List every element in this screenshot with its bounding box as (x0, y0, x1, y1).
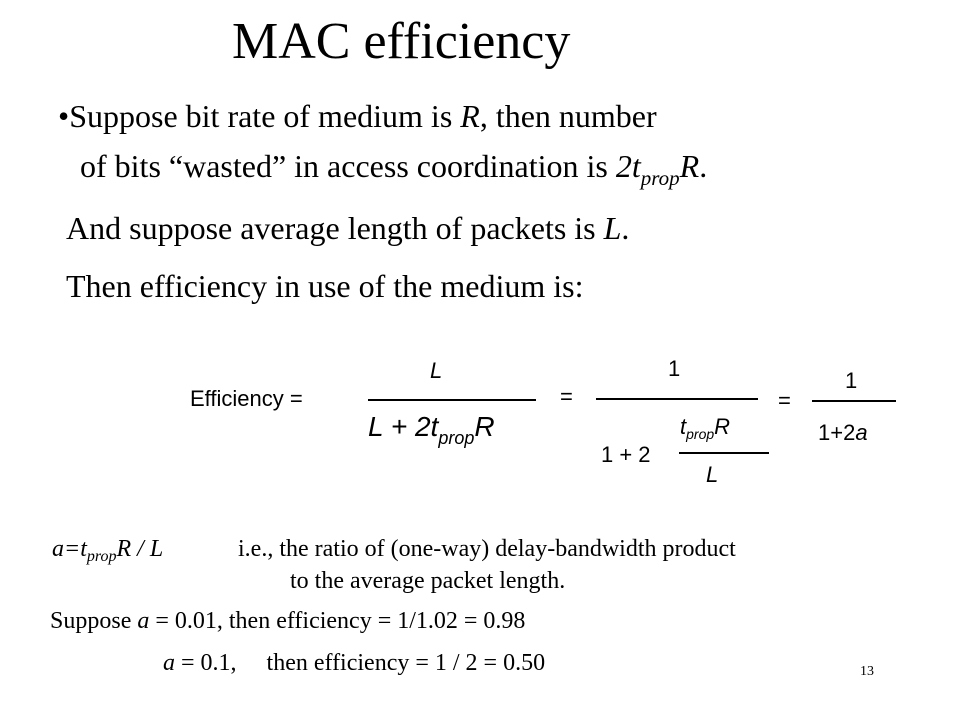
f1-den-sub: prop (438, 428, 475, 448)
def-rest: R / L (116, 536, 164, 562)
ex1-var: a (137, 608, 150, 634)
definition-text-1: i.e., the ratio of (one-way) delay-bandwidth product (238, 536, 736, 562)
ex2-rest: = 0.1, then efficiency = 1 / 2 = 0.50 (175, 650, 546, 676)
line2-end: . (699, 148, 708, 184)
f2-inner-bar (679, 452, 769, 454)
f2-fraction-bar (596, 398, 758, 400)
example-2 (163, 648, 545, 678)
equals-2: = (778, 388, 791, 413)
page-number: 13 (860, 664, 874, 679)
bullet-line-1 (58, 96, 657, 136)
line1-end: , then number (479, 98, 657, 134)
line3-text: And suppose average length of packets is (66, 210, 604, 246)
f1-denominator (368, 410, 495, 455)
f3-fraction-bar (812, 400, 896, 402)
f1-den-prefix: L + 2t (368, 411, 439, 442)
f2-inner-R: R (714, 414, 731, 439)
f2-inner-denominator: L (706, 462, 719, 487)
bullet-line-2 (80, 146, 707, 198)
f3-denominator (818, 420, 868, 446)
f2-numerator: 1 (668, 356, 681, 381)
f2-inner-numerator (680, 414, 730, 447)
line2-expr-2t: 2t (615, 148, 641, 184)
f1-den-R: R (474, 411, 495, 442)
line1-text: Suppose bit rate of medium is (69, 98, 461, 134)
ex1-start: Suppose (50, 608, 138, 634)
line2-expr-R: R (679, 148, 700, 184)
line3-end: . (621, 210, 630, 246)
slide-title: MAC efficiency (232, 13, 571, 70)
f1-fraction-bar (368, 399, 536, 401)
example-1 (50, 606, 525, 636)
definition-a (52, 534, 163, 572)
bullet-marker: • (58, 98, 70, 134)
line3-var: L (603, 210, 622, 246)
f3-den-prefix: 1+2 (818, 420, 856, 445)
line2-expr-sub: prop (640, 166, 680, 190)
f3-den-var: a (855, 420, 868, 445)
f1-numerator: L (430, 358, 443, 383)
ex2-var: a (163, 650, 175, 676)
f2-inner-t: t (680, 414, 687, 439)
body-line-3 (66, 208, 629, 248)
body-line-4: Then efficiency in use of the medium is: (66, 268, 584, 304)
line2-text: of bits “wasted” in access coordination is (80, 148, 616, 184)
f2-den-prefix: 1 + 2 (601, 442, 651, 467)
definition-text-2: to the average packet length. (290, 568, 566, 594)
ex1-rest: = 0.01, then efficiency = 1/1.02 = 0.98 (149, 608, 526, 634)
formula-lhs: Efficiency = (190, 386, 303, 411)
def-sub: prop (86, 548, 117, 565)
f2-inner-sub: prop (686, 426, 715, 442)
equals-1: = (560, 384, 573, 409)
def-eq-t: =t (64, 536, 87, 562)
line1-var: R (460, 98, 480, 134)
f3-numerator: 1 (845, 368, 858, 393)
def-a-var: a (52, 536, 64, 562)
